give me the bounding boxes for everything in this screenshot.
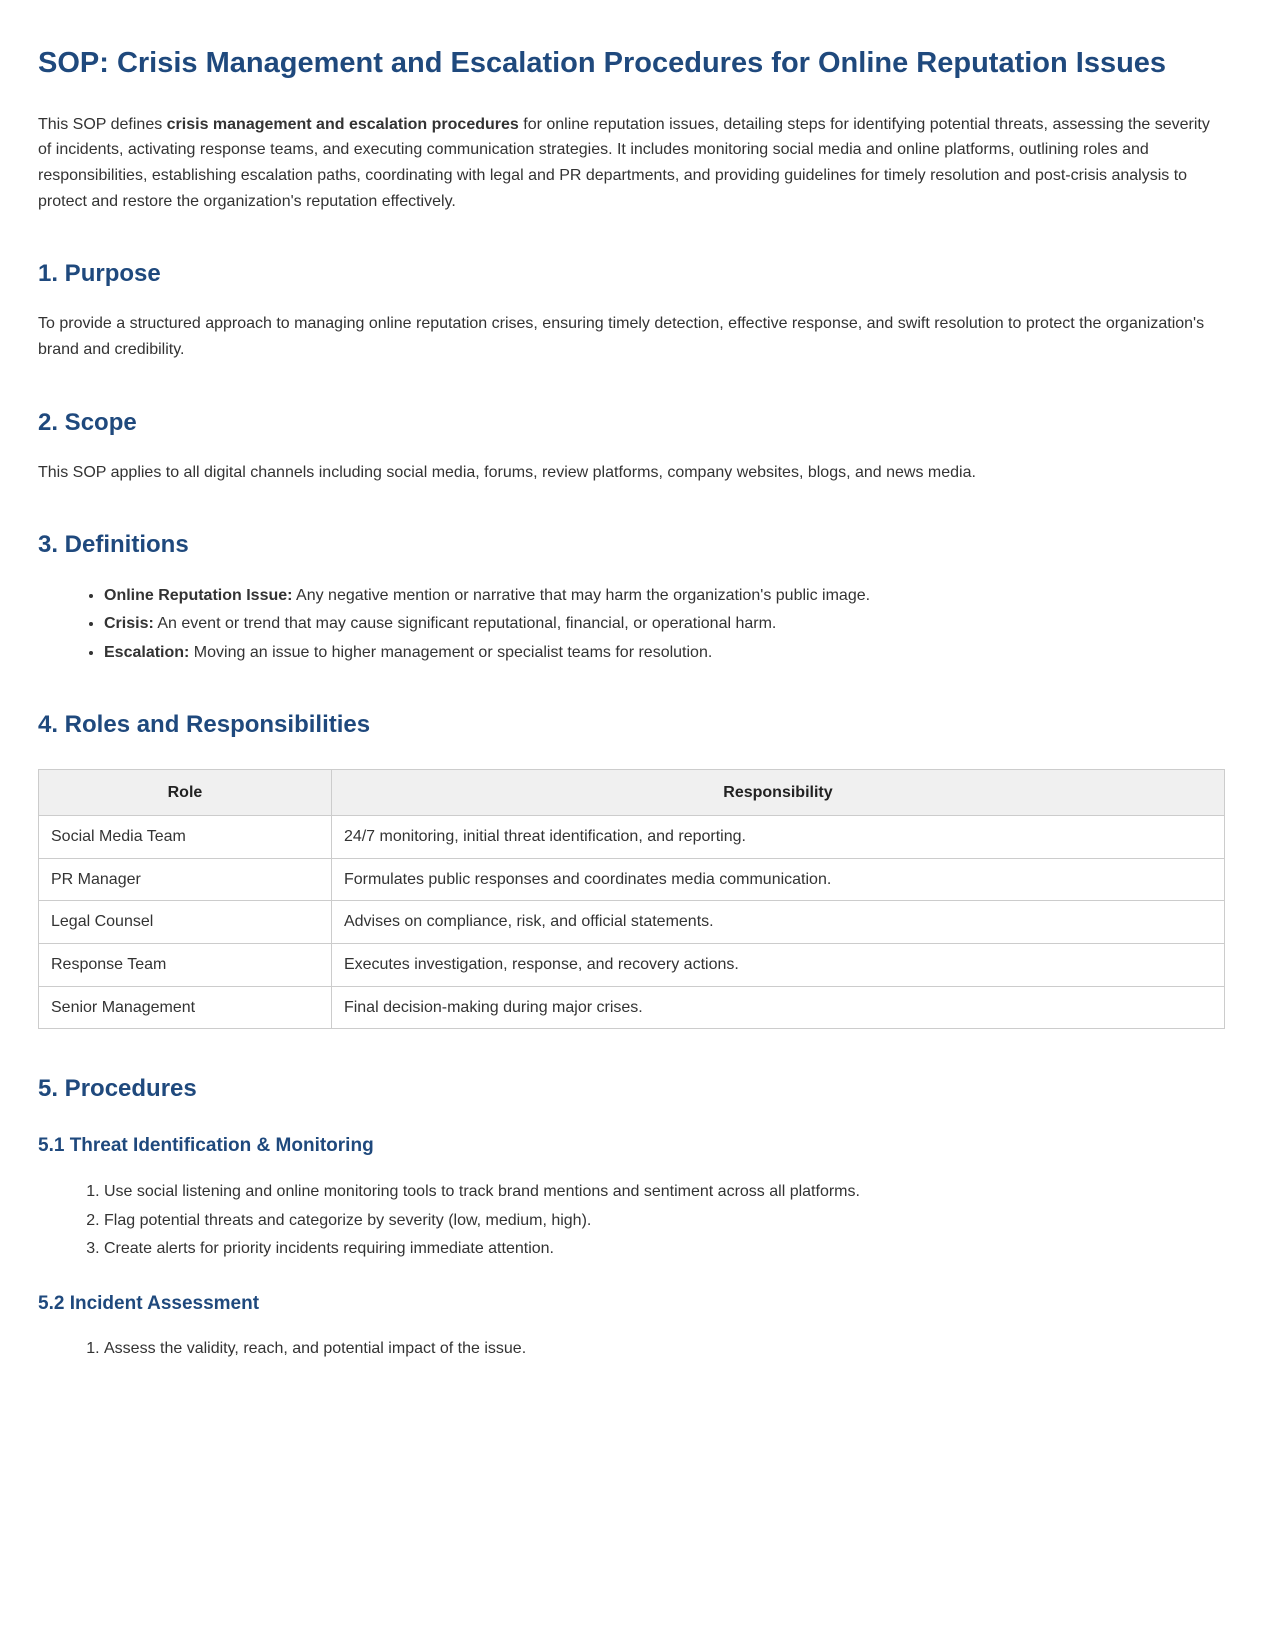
definition-desc: Moving an issue to higher management or specialist teams for resolution. xyxy=(189,643,713,661)
step-item: 2. Flag potential threats and categorize by severity (low, medium, high). xyxy=(104,1208,1225,1234)
step-item: 1. Use social listening and online monitoring tools to track brand mentions and sentiment across all platforms. xyxy=(104,1179,1225,1205)
role-cell: Response Team xyxy=(39,943,332,986)
section-heading-procedures: 5. Procedures xyxy=(38,1075,197,1103)
role-cell: Social Media Team xyxy=(39,816,332,859)
definition-item-escalation xyxy=(104,640,1225,666)
table-row-senior-management xyxy=(39,986,1225,1029)
role-cell: PR Manager xyxy=(39,858,332,901)
section-heading-scope: 2. Scope xyxy=(38,408,137,436)
definition-item-online-reputation-issue xyxy=(104,583,1225,609)
scope-body: This SOP applies to all digital channels including social media, forums, review platforms, company websites, blogs, and news media. xyxy=(38,463,976,481)
table-row-social-media-team xyxy=(39,816,1225,859)
definition-desc: Any negative mention or narrative that may harm the organization's public image. xyxy=(292,586,871,604)
threat-identification-steps xyxy=(38,1179,1225,1262)
step-item: 3. Create alerts for priority incidents requiring immediate attention. xyxy=(104,1236,1225,1262)
section-heading-definitions: 3. Definitions xyxy=(38,531,189,559)
definition-term: Online Reputation Issue: xyxy=(104,586,293,604)
responsibility-cell: Formulates public responses and coordinates media communication. xyxy=(331,858,1224,901)
subsection-heading-threat-identification: 5.1 Threat Identification & Monitoring xyxy=(38,1135,374,1157)
responsibility-cell: Final decision-making during major crises. xyxy=(331,986,1224,1029)
roles-table-header-row xyxy=(39,769,1225,816)
table-row-legal-counsel xyxy=(39,901,1225,944)
intro-paragraph xyxy=(38,112,1225,214)
intro-text-rest: for online reputation issues, detailing steps for identifying potential threats, assessing the severity of incidents, activating response teams, and executing communication strategies. It includes monitoring social media and online platforms, outlining roles and responsibilities, establishing escalation paths, coordinating with legal and PR departments, and providing guidelines for timely resolution and post-crisis analysis to protect and restore the organization's reputation effectively. xyxy=(38,115,1210,210)
table-row-response-team xyxy=(39,943,1225,986)
responsibility-cell: Executes investigation, response, and recovery actions. xyxy=(331,943,1224,986)
roles-table-header-role: Role xyxy=(39,769,332,816)
intro-bold-phrase: crisis management and escalation procedures xyxy=(166,115,519,133)
section-heading-roles: 4. Roles and Responsibilities xyxy=(38,711,371,739)
roles-table-header-responsibility: Responsibility xyxy=(331,769,1224,816)
role-cell: Senior Management xyxy=(39,986,332,1029)
step-item: 1. Assess the validity, reach, and potential impact of the issue. xyxy=(104,1336,1225,1362)
page-title: SOP: Crisis Management and Escalation Procedures for Online Reputation Issues xyxy=(38,47,1167,79)
section-heading-purpose: 1. Purpose xyxy=(38,260,161,288)
table-row-pr-manager xyxy=(39,858,1225,901)
responsibility-cell: Advises on compliance, risk, and official statements. xyxy=(331,901,1224,944)
definition-desc: An event or trend that may cause significant reputational, financial, or operational harm. xyxy=(153,615,777,633)
definition-item-crisis xyxy=(104,611,1225,637)
purpose-body: To provide a structured approach to managing online reputation crises, ensuring timely detection, effective response, and swift resolution to protect the organization's brand and credibility. xyxy=(38,315,1205,358)
definition-term: Crisis: xyxy=(104,615,154,633)
roles-table xyxy=(38,769,1225,1030)
definition-term: Escalation: xyxy=(104,643,190,661)
subsection-heading-incident-assessment: 5.2 Incident Assessment xyxy=(38,1292,260,1314)
definitions-list xyxy=(38,583,1225,666)
intro-text-lead: This SOP defines xyxy=(38,115,167,133)
responsibility-cell: 24/7 monitoring, initial threat identification, and reporting. xyxy=(331,816,1224,859)
role-cell: Legal Counsel xyxy=(39,901,332,944)
incident-assessment-steps xyxy=(38,1336,1225,1362)
